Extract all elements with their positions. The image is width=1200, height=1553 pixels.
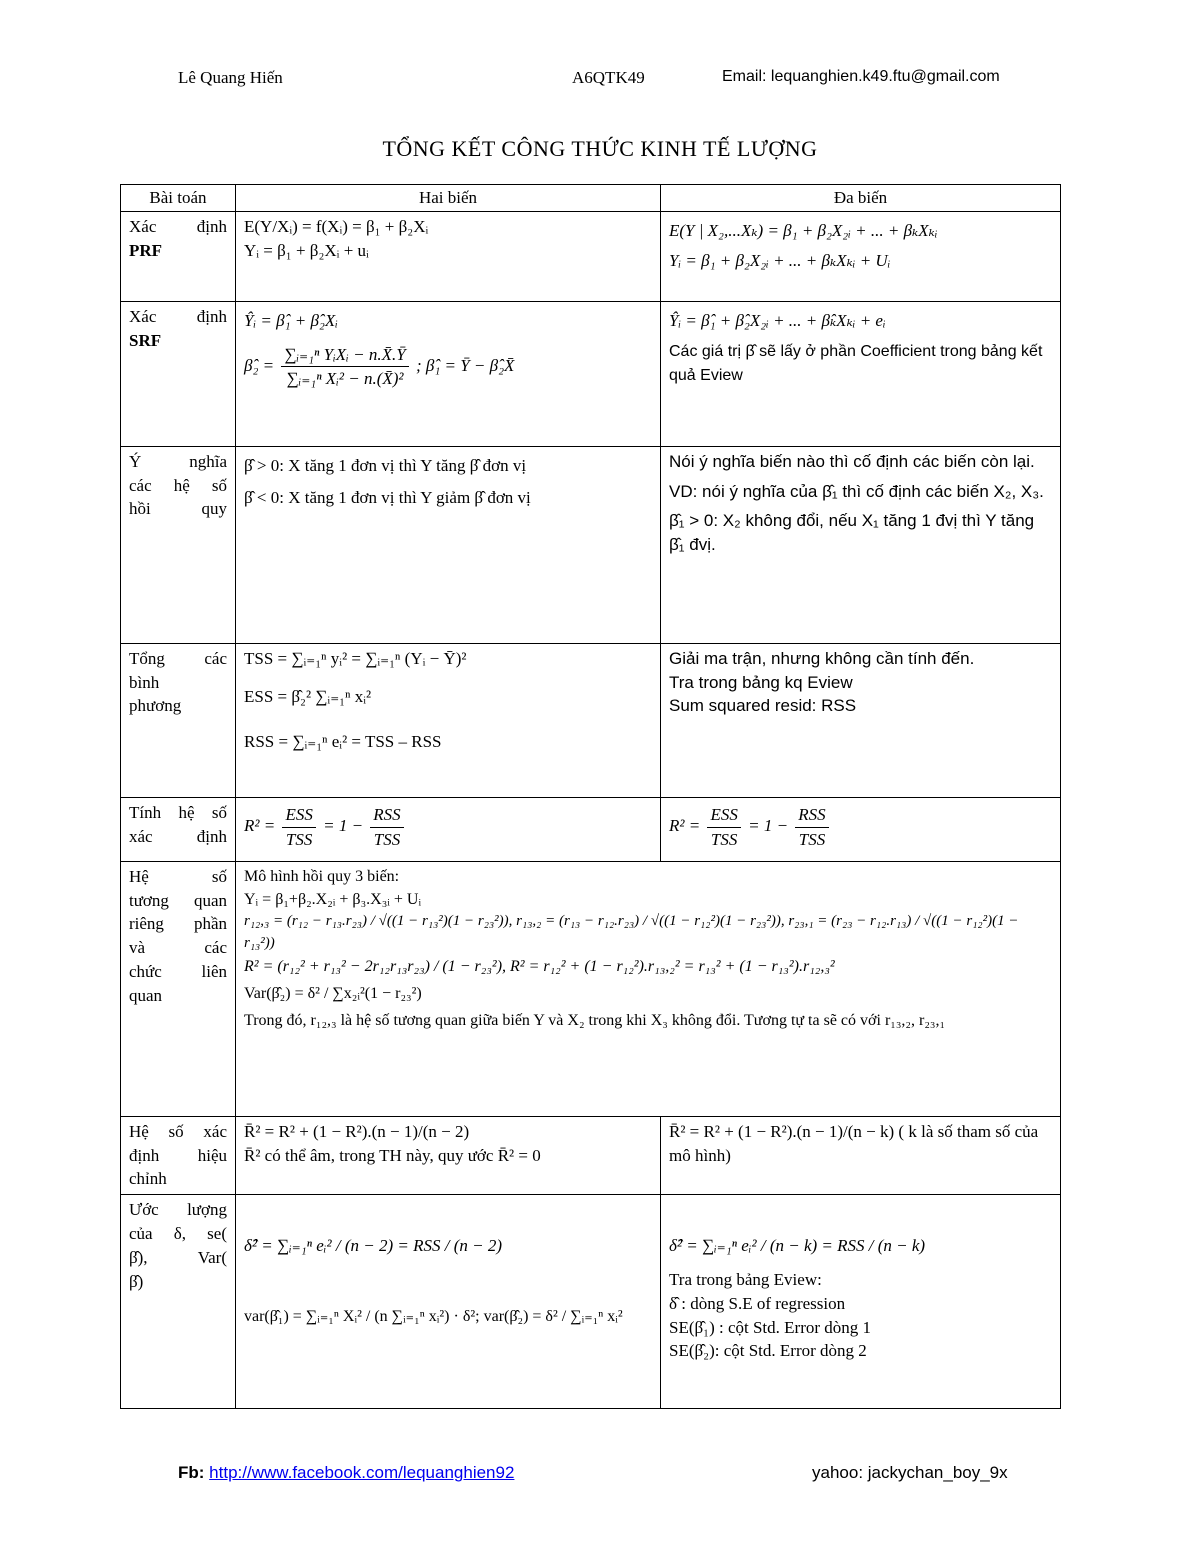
meaning-multi-var (661, 446, 1061, 643)
est-two-var (236, 1195, 661, 1409)
r2-formula-two-var: R² = $\frac{\text{ESS}}{\text{TSS}}$ = 1 − $\frac{\text{RSS}}{\text{TSS}}$ (244, 803, 652, 852)
est-se-beta1: SE(β̂₁) : cột Std. Error dòng 1 (669, 1317, 872, 1337)
row-label-sums: Tổng các bình phương (121, 643, 236, 797)
partial-intro: Mô hình hồi quy 3 biến: (244, 867, 400, 885)
est-eview-note: Tra trong bảng Eview: (669, 1269, 822, 1289)
row-label-prf: Xác định PRF (121, 211, 236, 301)
srf-multi-equation: Ŷᵢ = β̂₁ + β̂₂X₂ᵢ + ... + β̂ₖXₖᵢ + eᵢ (669, 310, 886, 330)
sums-two-var (236, 643, 661, 797)
author-name: Lê Quang Hiến (178, 68, 283, 87)
r2-two-var (236, 797, 661, 861)
partial-var-beta2: Var(β̂₂) = δ² / ∑x₂ᵢ²(1 − r₂₃²) (244, 984, 422, 1002)
meaning-negative: β̂ < 0: X tăng 1 đơn vị thì Y giảm β̂ đơn vị (244, 487, 531, 507)
table-row-partial (121, 861, 1061, 1116)
facebook-link[interactable]: http://www.facebook.com/lequanghien92 (209, 1463, 515, 1482)
est-se-beta2: SE(β̂₂): cột Std. Error dòng 2 (669, 1341, 867, 1361)
prf-multi-expectation: E(Y | X₂,...Xₖ) = β₁ + β₂X₂ᵢ + ... + βₖXₖᵢ (669, 220, 938, 240)
beta2-estimator: β̂₂ = $\frac{\text{∑ᵢ₌₁ⁿ YᵢXᵢ − n.X̄.Ȳ}}{\text{∑ᵢ₌₁ⁿ Xᵢ² − n.(X̄)²}}$ ; β̂₁ = Ȳ − β̂₂X̄ (244, 344, 515, 389)
table-row-meaning (121, 446, 1061, 643)
class-code: A6QTK49 (572, 68, 645, 87)
sigma-hat-multi-var: δ̂² = ∑ᵢ₌₁ⁿ eᵢ² / (n − k) = RSS / (n − k) (669, 1236, 926, 1256)
formula-table (120, 184, 1061, 1409)
meaning-multi-rule: Nói ý nghĩa biến nào thì cố định các biến còn lại. (669, 451, 1035, 471)
partial-r2: R² = (r₁₂² + r₁₃² − 2r₁₂r₁₃r₂₃) / (1 − r₂₃²), R² = r₁₂² + (1 − r₁₂²).r₁₃,₂² = r₁₃² + (1 − r₁₃²).r₁₂,₃² (244, 957, 835, 975)
tss-formula: TSS = ∑ᵢ₌₁ⁿ yᵢ² = ∑ᵢ₌₁ⁿ (Yᵢ − Ȳ)² (244, 648, 467, 668)
meaning-positive: β̂ > 0: X tăng 1 đơn vị thì Y tăng β̂ đơn vị (244, 455, 527, 475)
sums-multi-var (661, 643, 1061, 797)
r2-formula-multi-var: R² = $\frac{\text{ESS}}{\text{TSS}}$ = 1 − $\frac{\text{RSS}}{\text{TSS}}$ (669, 803, 1052, 852)
table-row-srf (121, 301, 1061, 446)
sums-multi-note-2: Tra trong bảng kq Eview (669, 672, 853, 692)
srf-equation: Ŷᵢ = β̂₁ + β̂₂Xᵢ (244, 310, 338, 330)
prf-multi-equation: Yᵢ = β₁ + β₂X₂ᵢ + ... + βₖXₖᵢ + Uᵢ (669, 250, 891, 270)
prf-multi-var (661, 211, 1061, 301)
table-row-adj (121, 1116, 1061, 1194)
table-row-r2 (121, 797, 1061, 861)
prf-equation: Yᵢ = β₁ + β₂Xᵢ + uᵢ (244, 240, 369, 260)
rss-formula: RSS = ∑ᵢ₌₁ⁿ eᵢ² = TSS – RSS (244, 732, 442, 752)
r2-multi-var (661, 797, 1061, 861)
footer-facebook (178, 1463, 514, 1483)
prf-two-var (236, 211, 661, 301)
prf-expectation: E(Y/Xᵢ) = f(Xᵢ) = β₁ + β₂Xᵢ (244, 216, 429, 236)
row-label-r2: Tính hệ số xác định (121, 797, 236, 861)
partial-content (236, 861, 1061, 1116)
row-label-est: Ước lượng của δ, se( β̂), Var( β̂) (121, 1195, 236, 1409)
table-header-row (121, 185, 1061, 212)
row-label-srf: Xác định SRF (121, 301, 236, 446)
row-label-partial: Hệ số tương quan riêng phần và các chức liên quan (121, 861, 236, 1116)
sums-multi-note-1: Giải ma trận, nhưng không cần tính đến. (669, 648, 975, 668)
col-header-problem: Bài toán (121, 185, 236, 212)
var-betas-two-var: var(β̂₁) = ∑ᵢ₌₁ⁿ Xᵢ² / (n ∑ᵢ₌₁ⁿ xᵢ²) · δ²; var(β̂₂) = δ² / ∑ᵢ₌₁ⁿ xᵢ² (244, 1307, 623, 1325)
author-email: Email: lequanghien.k49.ftu@gmail.com (722, 68, 1000, 85)
table-row-sums (121, 643, 1061, 797)
ess-formula: ESS = β̂₂² ∑ᵢ₌₁ⁿ xᵢ² (244, 686, 372, 706)
col-header-two-var: Hai biến (236, 185, 661, 212)
adj-multi-var (661, 1116, 1061, 1194)
adj-formula-multi-var: R̄² = R² + (1 − R²).(n − 1)/(n − k) ( k là số tham số của mô hình) (669, 1121, 1039, 1165)
sigma-hat-two-var: δ̂² = ∑ᵢ₌₁ⁿ eᵢ² / (n − 2) = RSS / (n − 2) (244, 1236, 502, 1256)
est-se-regression: δ̂ : dòng S.E of regression (669, 1293, 846, 1313)
partial-correlations: r₁₂,₃ = (r₁₂ − r₁₃.r₂₃) / √((1 − r₁₃²)(1 − r₂₃²)), r₁₃,₂ = (r₁₃ − r₁₂.r₂₃) / √((1 − r₁₂²)(1 − r₂₃²)), r₂₃,₁ = (r₂₃ − r₁₂.r₁₃) / √((1 − r₁₂²)(1 − r₁₃²)) (244, 913, 1019, 951)
page-title: TỔNG KẾT CÔNG THỨC KINH TẾ LƯỢNG (382, 136, 818, 161)
row-label-meaning: Ý nghĩa các hệ số hồi quy (121, 446, 236, 643)
col-header-multi-var: Đa biến (661, 185, 1061, 212)
table-row-est (121, 1195, 1061, 1409)
sums-multi-note-3: Sum squared resid: RSS (669, 696, 857, 716)
est-multi-var (661, 1195, 1061, 1409)
partial-note: Trong đó, r₁₂,₃ là hệ số tương quan giữa biến Y và X₂ trong khi X₃ không đổi. Tương tự ta sẽ có với r₁₃,₂, r₂₃,₁ (244, 1012, 946, 1030)
table-row-prf (121, 211, 1061, 301)
meaning-two-var (236, 446, 661, 643)
meaning-multi-example: VD: nói ý nghĩa của β̂₁ thì cố định các biến X₂, X₃. (669, 481, 1044, 501)
srf-multi-note: Các giá trị β̂ sẽ lấy ở phần Coefficient trong bảng kết quả Eview (669, 342, 1043, 384)
adj-two-var (236, 1116, 661, 1194)
srf-multi-var (661, 301, 1061, 446)
footer-yahoo: yahoo: jackychan_boy_9x (812, 1463, 1008, 1482)
adj-note: R̄² có thể âm, trong TH này, quy ước R̄² = 0 (244, 1145, 541, 1165)
row-label-adj: Hệ số xác định hiệu chỉnh (121, 1116, 236, 1194)
partial-model: Yᵢ = β₁+β₂.X₂ᵢ + β₃.X₃ᵢ + Uᵢ (244, 890, 422, 908)
meaning-multi-interpretation: β̂₁ > 0: X₂ không đổi, nếu X₁ tăng 1 đvị thì Y tăng β̂₁ đvị. (669, 511, 1035, 555)
adj-formula-two-var: R̄² = R² + (1 − R²).(n − 1)/(n − 2) (244, 1121, 470, 1141)
srf-two-var (236, 301, 661, 446)
fb-label: Fb: (178, 1463, 205, 1482)
